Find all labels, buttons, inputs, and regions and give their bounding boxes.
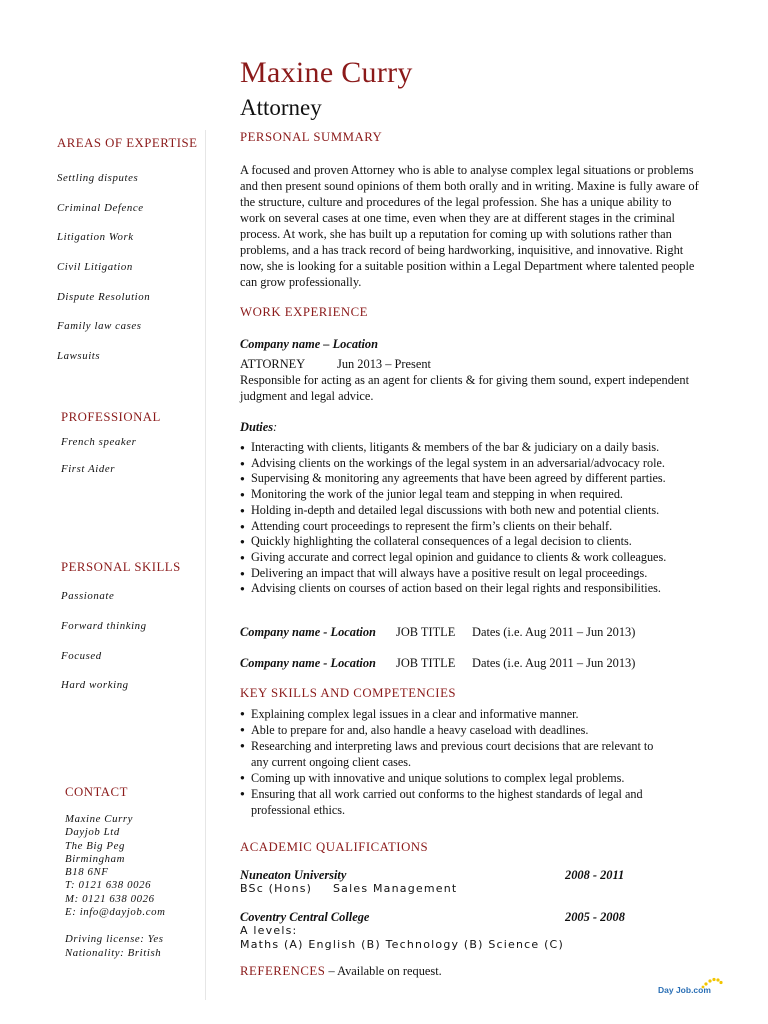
university-subject: Sales Management (333, 882, 458, 895)
other-job-title: JOB TITLE (396, 656, 456, 670)
professional-item: French speaker (61, 436, 137, 448)
expertise-item: Litigation Work (57, 231, 134, 243)
duties-list (240, 440, 666, 597)
other-company: Company name - Location (240, 625, 376, 639)
contact-telephone: T: 0121 638 0026 (65, 879, 152, 892)
key-skills-list (240, 706, 653, 818)
job-title: Attorney (240, 95, 322, 120)
other-job-title: JOB TITLE (396, 625, 456, 639)
duty-item: ● Advising clients on courses of action based on their legal rights and responsibilities. (240, 581, 666, 597)
other-job-dates: Dates (i.e. Aug 2011 – Jun 2013) (472, 625, 636, 639)
summary-paragraph: A focused and proven Attorney who is able to analyse complex legal situations or problems and then present sound opinions of them both orally and in writing. Maxine is fully aware of the structure, culture and procedures of the legal profession. She has a unique ability to work on several cases at one time, even when they are at different stages in the criminal process. At work, she has built up a reputation for coming up with solutions rather than problems, and a has track record of being hardworking, inquisitive, and innovative. Right now, she is looking for a suitable position within a Legal Department where talented people can grow professionally. (240, 163, 699, 289)
college-years: 2005 - 2008 (565, 910, 625, 924)
expertise-heading: AREAS OF EXPERTISE (57, 136, 198, 150)
column-divider (205, 130, 206, 1000)
job-title-attorney: ATTORNEY (240, 357, 306, 371)
contact-heading: CONTACT (65, 785, 128, 799)
key-skill-item: ● Able to prepare for and, also handle a heavy caseload with deadlines. (240, 722, 653, 738)
a-levels-grades: Maths (A) English (B) Technology (B) Science (C) (240, 938, 564, 951)
college-name: Coventry Central College (240, 910, 370, 924)
skill-item: Hard working (61, 679, 129, 691)
duty-item: ● Delivering an impact that will always have a positive result on legal proceedings. (240, 566, 666, 582)
expertise-item: Lawsuits (57, 350, 101, 362)
nationality: Nationality: British (65, 947, 162, 959)
references-line (240, 964, 442, 979)
references-heading: REFERENCES (240, 964, 326, 978)
university-name: Nuneaton University (240, 868, 347, 882)
key-skill-item: ● Coming up with innovative and unique solutions to complex legal problems. (240, 770, 653, 786)
expertise-item: Criminal Defence (57, 202, 144, 214)
expertise-item: Settling disputes (57, 172, 139, 184)
dayjob-logo (656, 976, 726, 1000)
expertise-item: Family law cases (57, 320, 142, 332)
duty-item: ● Giving accurate and correct legal opinion and guidance to clients & work colleagues. (240, 550, 666, 566)
key-skill-item: ● Explaining complex legal issues in a clear and informative manner. (240, 706, 653, 722)
other-job-dates: Dates (i.e. Aug 2011 – Jun 2013) (472, 656, 636, 670)
expertise-item: Dispute Resolution (57, 291, 151, 303)
contact-city: Birmingham (65, 852, 125, 865)
key-skill-item: ● Researching and interpreting laws and previous court decisions that are relevant to any current ongoing client cases. (240, 738, 653, 770)
key-skill-item: ● Ensuring that all work carried out conforms to the highest standards of legal and professional ethics. (240, 786, 653, 818)
candidate-name: Maxine Curry (240, 56, 413, 89)
job-dates: Jun 2013 – Present (337, 357, 431, 371)
references-text: – Available on request. (325, 964, 442, 978)
expertise-item: Civil Litigation (57, 261, 133, 273)
contact-block (65, 813, 166, 919)
skills-heading: PERSONAL SKILLS (61, 560, 181, 574)
a-levels-label: A levels: (240, 924, 298, 937)
skill-item: Passionate (61, 590, 115, 602)
professional-item: First Aider (61, 463, 116, 475)
duties-label: Duties: (240, 420, 278, 434)
duty-item: ● Advising clients on the workings of the legal system in an adversarial/advocacy role. (240, 456, 666, 472)
job-description-line: Responsible for acting as an agent for clients & for giving them sound, expert independent (240, 373, 690, 387)
other-company: Company name - Location (240, 656, 376, 670)
key-skills-heading: KEY SKILLS AND COMPETENCIES (240, 686, 457, 700)
contact-mobile: M: 0121 638 0026 (65, 892, 155, 905)
logo-text: Day Job.com (658, 985, 711, 995)
contact-postcode: B18 6NF (65, 866, 109, 879)
duty-item: ● Interacting with clients, litigants & members of the bar & judiciary on a daily basis. (240, 440, 666, 456)
academic-heading: ACADEMIC QUALIFICATIONS (240, 840, 429, 854)
contact-name: Maxine Curry (65, 813, 134, 825)
driving-license: Driving license: Yes (65, 933, 164, 945)
summary-heading: PERSONAL SUMMARY (240, 130, 383, 144)
duty-item: ● Quickly highlighting the collateral consequences of a legal decision to clients. (240, 534, 666, 550)
university-degree: BSc (Hons) (240, 882, 313, 895)
duty-item: ● Supervising & monitoring any agreements that have been agreed by different parties. (240, 471, 666, 487)
contact-email[interactable]: E: info@dayjob.com (65, 906, 166, 919)
company-location: Company name – Location (240, 337, 379, 351)
duty-item: ● Holding in-depth and detailed legal discussions with both new and potential clients. (240, 503, 666, 519)
experience-heading: WORK EXPERIENCE (240, 305, 368, 319)
contact-company: Dayjob Ltd (65, 826, 120, 839)
duty-item: ● Attending court proceedings to represent the firm’s clients on their behalf. (240, 519, 666, 535)
university-years: 2008 - 2011 (565, 868, 625, 882)
job-description-line: judgment and legal advice. (240, 389, 374, 403)
skill-item: Forward thinking (61, 620, 147, 632)
skill-item: Focused (61, 650, 102, 662)
professional-heading: PROFESSIONAL (61, 410, 161, 424)
duty-item: ● Monitoring the work of the junior legal team and stepping in when required. (240, 487, 666, 503)
contact-street: The Big Peg (65, 839, 125, 852)
